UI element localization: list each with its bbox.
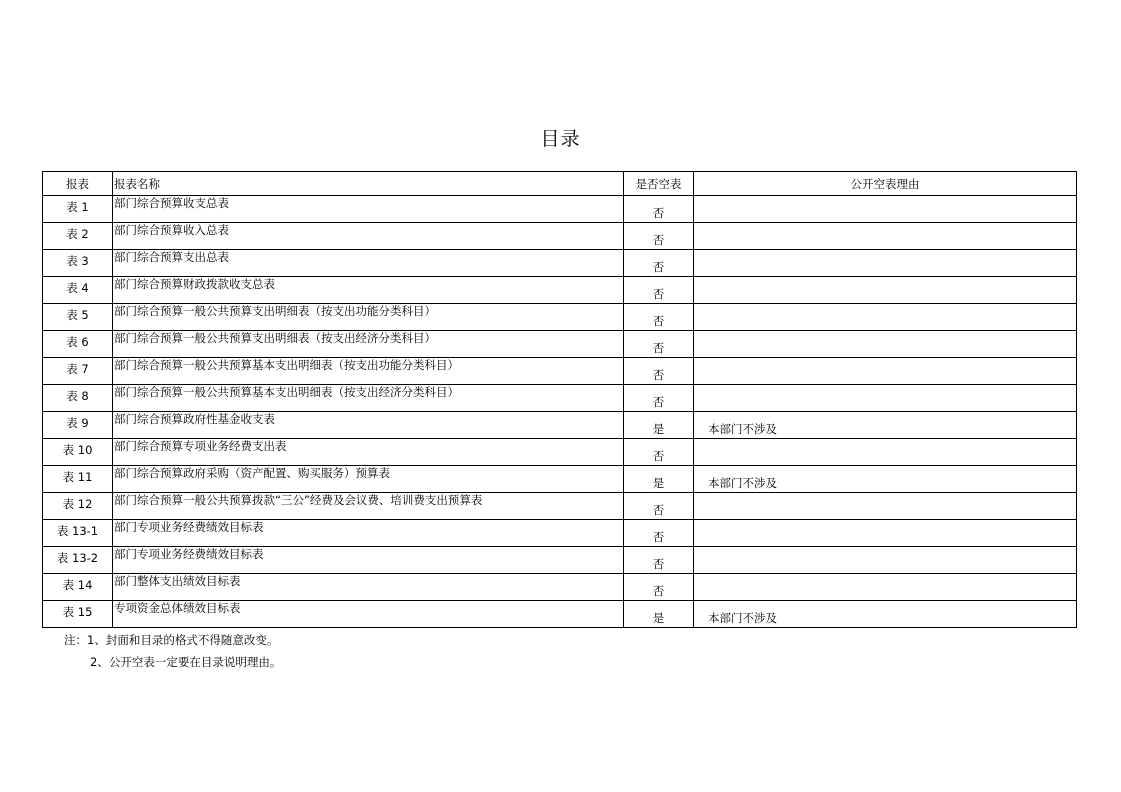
report-name-text: 部门综合预算一般公共预算拨款“三公”经费及会议费、培训费支出预算表 [114, 493, 483, 507]
report-name-cell [113, 250, 624, 277]
report-name-text: 部门综合预算政府性基金收支表 [114, 412, 275, 426]
report-no-cell [43, 250, 113, 277]
report-no-text: 表 15 [62, 605, 93, 619]
report-no-text: 表 5 [66, 308, 89, 322]
is-empty-cell [624, 277, 694, 304]
report-no-text: 表 8 [66, 389, 89, 403]
toc-body [43, 196, 1077, 628]
report-name-cell [113, 601, 624, 628]
report-name-cell [113, 385, 624, 412]
is-empty-text: 否 [652, 206, 665, 220]
table-row [43, 412, 1077, 439]
empty-reason-cell [694, 439, 1077, 466]
report-no-cell [43, 331, 113, 358]
is-empty-text: 否 [652, 368, 665, 382]
report-name-cell [113, 547, 624, 574]
is-empty-cell [624, 331, 694, 358]
report-name-text: 部门综合预算收支总表 [114, 196, 229, 210]
report-name-cell [113, 439, 624, 466]
report-no-text: 表 14 [62, 578, 93, 592]
empty-reason-cell [694, 493, 1077, 520]
report-name-cell [113, 331, 624, 358]
report-no-cell [43, 358, 113, 385]
report-name-cell [113, 574, 624, 601]
report-no-cell [43, 493, 113, 520]
is-empty-text: 否 [652, 233, 665, 247]
report-no-cell [43, 196, 113, 223]
report-no-text: 表 3 [66, 254, 89, 268]
is-empty-text: 否 [652, 287, 665, 301]
table-row [43, 493, 1077, 520]
report-no-text: 表 1 [66, 200, 89, 214]
is-empty-text: 否 [652, 557, 665, 571]
header-is-empty: 是否空表 [624, 172, 694, 196]
report-no-text: 表 2 [66, 227, 89, 241]
is-empty-text: 否 [652, 395, 665, 409]
empty-reason-cell [694, 601, 1077, 628]
table-header-row [43, 172, 1077, 196]
report-name-cell [113, 304, 624, 331]
empty-reason-text: 本部门不涉及 [708, 422, 777, 436]
table-row [43, 304, 1077, 331]
table-row [43, 439, 1077, 466]
table-row [43, 574, 1077, 601]
table-row [43, 385, 1077, 412]
footnotes [64, 629, 281, 673]
table-row [43, 223, 1077, 250]
table-row [43, 250, 1077, 277]
report-name-text: 部门专项业务经费绩效目标表 [114, 547, 264, 561]
is-empty-text: 是 [652, 476, 665, 490]
empty-reason-cell [694, 304, 1077, 331]
is-empty-cell [624, 601, 694, 628]
is-empty-cell [624, 574, 694, 601]
header-report-no: 报表 [43, 172, 113, 196]
is-empty-text: 是 [652, 422, 665, 436]
report-name-cell [113, 358, 624, 385]
report-no-cell [43, 520, 113, 547]
is-empty-text: 否 [652, 341, 665, 355]
table-row [43, 520, 1077, 547]
table-row [43, 196, 1077, 223]
empty-reason-cell [694, 331, 1077, 358]
is-empty-cell [624, 493, 694, 520]
is-empty-text: 是 [652, 611, 665, 625]
header-empty-reason: 公开空表理由 [694, 172, 1077, 196]
report-no-text: 表 9 [66, 416, 89, 430]
report-no-cell [43, 547, 113, 574]
empty-reason-cell [694, 520, 1077, 547]
report-no-cell [43, 223, 113, 250]
table-row [43, 601, 1077, 628]
toc-table [42, 171, 1077, 628]
report-no-text: 表 6 [66, 335, 89, 349]
is-empty-cell [624, 358, 694, 385]
is-empty-cell [624, 547, 694, 574]
is-empty-cell [624, 250, 694, 277]
is-empty-cell [624, 412, 694, 439]
is-empty-text: 否 [652, 260, 665, 274]
report-no-text: 表 12 [62, 497, 93, 511]
table-row [43, 358, 1077, 385]
report-no-cell [43, 277, 113, 304]
is-empty-text: 否 [652, 314, 665, 328]
is-empty-text: 否 [652, 449, 665, 463]
report-no-cell [43, 574, 113, 601]
empty-reason-cell [694, 250, 1077, 277]
is-empty-text: 否 [652, 503, 665, 517]
empty-reason-text: 本部门不涉及 [708, 611, 777, 625]
report-name-text: 部门综合预算财政拨款收支总表 [114, 277, 275, 291]
report-name-cell [113, 277, 624, 304]
empty-reason-cell [694, 223, 1077, 250]
empty-reason-cell [694, 196, 1077, 223]
table-row [43, 547, 1077, 574]
report-no-cell [43, 466, 113, 493]
is-empty-cell [624, 385, 694, 412]
report-name-text: 部门综合预算一般公共预算基本支出明细表（按支出经济分类科目） [114, 385, 459, 399]
report-no-cell [43, 385, 113, 412]
empty-reason-cell [694, 358, 1077, 385]
report-no-text: 表 10 [62, 443, 93, 457]
is-empty-cell [624, 439, 694, 466]
report-no-text: 表 13-1 [56, 524, 99, 538]
is-empty-cell [624, 304, 694, 331]
empty-reason-cell [694, 412, 1077, 439]
is-empty-cell [624, 520, 694, 547]
report-no-text: 表 7 [66, 362, 89, 376]
report-no-text: 表 13-2 [56, 551, 99, 565]
report-name-text: 部门综合预算政府采购（资产配置、购买服务）预算表 [114, 466, 390, 480]
report-no-text: 表 4 [66, 281, 89, 295]
report-name-text: 部门综合预算专项业务经费支出表 [114, 439, 287, 453]
report-no-cell [43, 439, 113, 466]
header-report-name: 报表名称 [113, 172, 624, 196]
report-name-text: 部门综合预算收入总表 [114, 223, 229, 237]
empty-reason-cell [694, 277, 1077, 304]
is-empty-cell [624, 223, 694, 250]
table-row [43, 466, 1077, 493]
report-no-cell [43, 412, 113, 439]
is-empty-text: 否 [652, 530, 665, 544]
report-no-text: 表 11 [62, 470, 93, 484]
footnote-2: 2、公开空表一定要在目录说明理由。 [90, 655, 282, 669]
empty-reason-cell [694, 385, 1077, 412]
footnote-1: 注：1、封面和目录的格式不得随意改变。 [64, 633, 279, 647]
report-name-text: 部门综合预算一般公共预算基本支出明细表（按支出功能分类科目） [114, 358, 459, 372]
is-empty-text: 否 [652, 584, 665, 598]
report-name-cell [113, 412, 624, 439]
report-name-text: 部门综合预算一般公共预算支出明细表（按支出功能分类科目） [114, 304, 436, 318]
report-no-cell [43, 601, 113, 628]
empty-reason-text: 本部门不涉及 [708, 476, 777, 490]
is-empty-cell [624, 196, 694, 223]
report-name-text: 专项资金总体绩效目标表 [114, 601, 241, 615]
report-name-text: 部门整体支出绩效目标表 [114, 574, 241, 588]
table-row [43, 331, 1077, 358]
report-name-text: 部门综合预算一般公共预算支出明细表（按支出经济分类科目） [114, 331, 436, 345]
is-empty-cell [624, 466, 694, 493]
report-name-cell [113, 196, 624, 223]
report-name-text: 部门专项业务经费绩效目标表 [114, 520, 264, 534]
page-title: 目录 [540, 128, 581, 150]
table-row [43, 277, 1077, 304]
empty-reason-cell [694, 466, 1077, 493]
empty-reason-cell [694, 574, 1077, 601]
report-name-cell [113, 493, 624, 520]
report-name-cell [113, 466, 624, 493]
report-name-cell [113, 520, 624, 547]
empty-reason-cell [694, 547, 1077, 574]
report-name-text: 部门综合预算支出总表 [114, 250, 229, 264]
report-name-cell [113, 223, 624, 250]
report-no-cell [43, 304, 113, 331]
